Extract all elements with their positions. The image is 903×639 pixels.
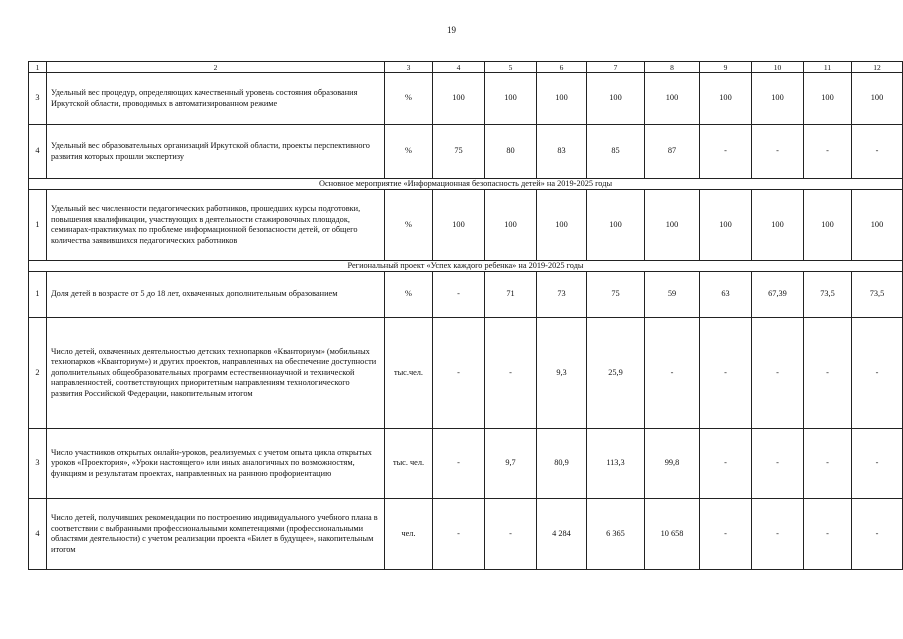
value-cell: -	[433, 272, 485, 318]
indicator-name: Удельный вес численности педагогических работников, прошедших курсы подготовки, повышения квалификации, участвующих в деятельности стажировочных площадок, семинарах-практикумах по проблеме информационной безопасности детей, от общего количества заявившихся педагогических работников	[47, 190, 385, 261]
value-cell: 73,5	[852, 272, 903, 318]
value-cell: -	[804, 318, 852, 429]
value-cell: 99,8	[645, 429, 700, 499]
value-cell: 63	[700, 272, 752, 318]
value-cell: -	[485, 499, 537, 570]
unit-cell: тыс. чел.	[385, 429, 433, 499]
indicator-name: Удельный вес процедур, определяющих качественный уровень состояния образования Иркутской области, проводимых в автоматизированном режиме	[47, 73, 385, 125]
table-row	[29, 272, 903, 318]
column-number-cell: 8	[645, 62, 700, 73]
section-title: Основное мероприятие «Информационная безопасность детей» на 2019-2025 годы	[29, 179, 903, 190]
value-cell: 100	[752, 73, 804, 125]
table-row	[29, 125, 903, 179]
table-row	[29, 318, 903, 429]
value-cell: -	[752, 429, 804, 499]
column-number-row	[29, 62, 903, 73]
value-cell: -	[700, 429, 752, 499]
table-row	[29, 499, 903, 570]
table-row	[29, 73, 903, 125]
value-cell: 71	[485, 272, 537, 318]
column-number-cell: 7	[587, 62, 645, 73]
unit-cell: %	[385, 73, 433, 125]
unit-cell: %	[385, 272, 433, 318]
value-cell: -	[433, 429, 485, 499]
row-number: 3	[29, 429, 47, 499]
value-cell: 100	[537, 73, 587, 125]
value-cell: 100	[700, 190, 752, 261]
value-cell: 100	[645, 73, 700, 125]
value-cell: -	[752, 499, 804, 570]
value-cell: 80,9	[537, 429, 587, 499]
value-cell: 100	[485, 190, 537, 261]
column-number-cell: 11	[804, 62, 852, 73]
value-cell: 59	[645, 272, 700, 318]
row-number: 2	[29, 318, 47, 429]
value-cell: 113,3	[587, 429, 645, 499]
value-cell: 100	[433, 73, 485, 125]
value-cell: -	[804, 429, 852, 499]
column-number-cell: 5	[485, 62, 537, 73]
value-cell: 87	[645, 125, 700, 179]
value-cell: -	[645, 318, 700, 429]
unit-cell: чел.	[385, 499, 433, 570]
row-number: 1	[29, 272, 47, 318]
value-cell: 100	[645, 190, 700, 261]
value-cell: -	[700, 499, 752, 570]
value-cell: -	[433, 499, 485, 570]
table-row	[29, 429, 903, 499]
column-number-cell: 2	[47, 62, 385, 73]
value-cell: 9,3	[537, 318, 587, 429]
value-cell: 73	[537, 272, 587, 318]
page-number: 19	[447, 25, 456, 35]
value-cell: 4 284	[537, 499, 587, 570]
column-number-cell: 1	[29, 62, 47, 73]
value-cell: 75	[587, 272, 645, 318]
value-cell: -	[804, 499, 852, 570]
value-cell: 100	[537, 190, 587, 261]
value-cell: -	[700, 318, 752, 429]
value-cell: 100	[752, 190, 804, 261]
value-cell: -	[852, 125, 903, 179]
value-cell: 100	[587, 73, 645, 125]
value-cell: 9,7	[485, 429, 537, 499]
value-cell: 6 365	[587, 499, 645, 570]
value-cell: 100	[804, 190, 852, 261]
value-cell: -	[804, 125, 852, 179]
unit-cell: тыс.чел.	[385, 318, 433, 429]
value-cell: 10 658	[645, 499, 700, 570]
value-cell: 100	[700, 73, 752, 125]
value-cell: 67,39	[752, 272, 804, 318]
value-cell: -	[700, 125, 752, 179]
value-cell: 100	[804, 73, 852, 125]
value-cell: 100	[852, 73, 903, 125]
value-cell: 80	[485, 125, 537, 179]
row-number: 4	[29, 125, 47, 179]
column-number-cell: 10	[752, 62, 804, 73]
value-cell: -	[752, 318, 804, 429]
value-cell: -	[752, 125, 804, 179]
table-row	[29, 190, 903, 261]
value-cell: 83	[537, 125, 587, 179]
section-row	[29, 261, 903, 272]
column-number-cell: 6	[537, 62, 587, 73]
indicator-name: Число участников открытых онлайн-уроков, реализуемых с учетом опыта цикла открытых уроков «Проектория», «Уроки настоящего» или иных аналогичных по возможностям, функциям и результатам проектах, направленных на раннюю профориентацию	[47, 429, 385, 499]
value-cell: 85	[587, 125, 645, 179]
row-number: 4	[29, 499, 47, 570]
value-cell: 25,9	[587, 318, 645, 429]
section-row	[29, 179, 903, 190]
unit-cell: %	[385, 125, 433, 179]
indicator-name: Число детей, охваченных деятельностью детских технопарков «Кванториум» (мобильных технопарков «Кванториум») и других проектов, направленных на обеспечение доступности дополнительных общеобразовательных программ естественнонаучной и технической направленностей, соответствующих приоритетным направлениям технологического развития Российской Федерации, накопительным итогом	[47, 318, 385, 429]
row-number: 3	[29, 73, 47, 125]
indicator-name: Удельный вес образовательных организаций Иркутской области, проекты перспективного развития которых прошли экспертизу	[47, 125, 385, 179]
value-cell: 100	[587, 190, 645, 261]
column-number-cell: 12	[852, 62, 903, 73]
value-cell: 100	[485, 73, 537, 125]
value-cell: -	[852, 429, 903, 499]
value-cell: -	[485, 318, 537, 429]
value-cell: 100	[852, 190, 903, 261]
value-cell: -	[852, 318, 903, 429]
value-cell: 100	[433, 190, 485, 261]
row-number: 1	[29, 190, 47, 261]
indicators-table	[28, 61, 903, 570]
value-cell: 75	[433, 125, 485, 179]
column-number-cell: 3	[385, 62, 433, 73]
value-cell: -	[852, 499, 903, 570]
section-title: Региональный проект «Успех каждого ребенка» на 2019-2025 годы	[29, 261, 903, 272]
column-number-cell: 4	[433, 62, 485, 73]
indicator-name: Доля детей в возрасте от 5 до 18 лет, охваченных дополнительным образованием	[47, 272, 385, 318]
column-number-cell: 9	[700, 62, 752, 73]
value-cell: -	[433, 318, 485, 429]
unit-cell: %	[385, 190, 433, 261]
indicator-name: Число детей, получивших рекомендации по построению индивидуального учебного плана в соответствии с выбранными профессиональными компетенциями (профессиональными областями деятельности) с учетом реализации проекта «Билет в будущее», накопительным итогом	[47, 499, 385, 570]
value-cell: 73,5	[804, 272, 852, 318]
